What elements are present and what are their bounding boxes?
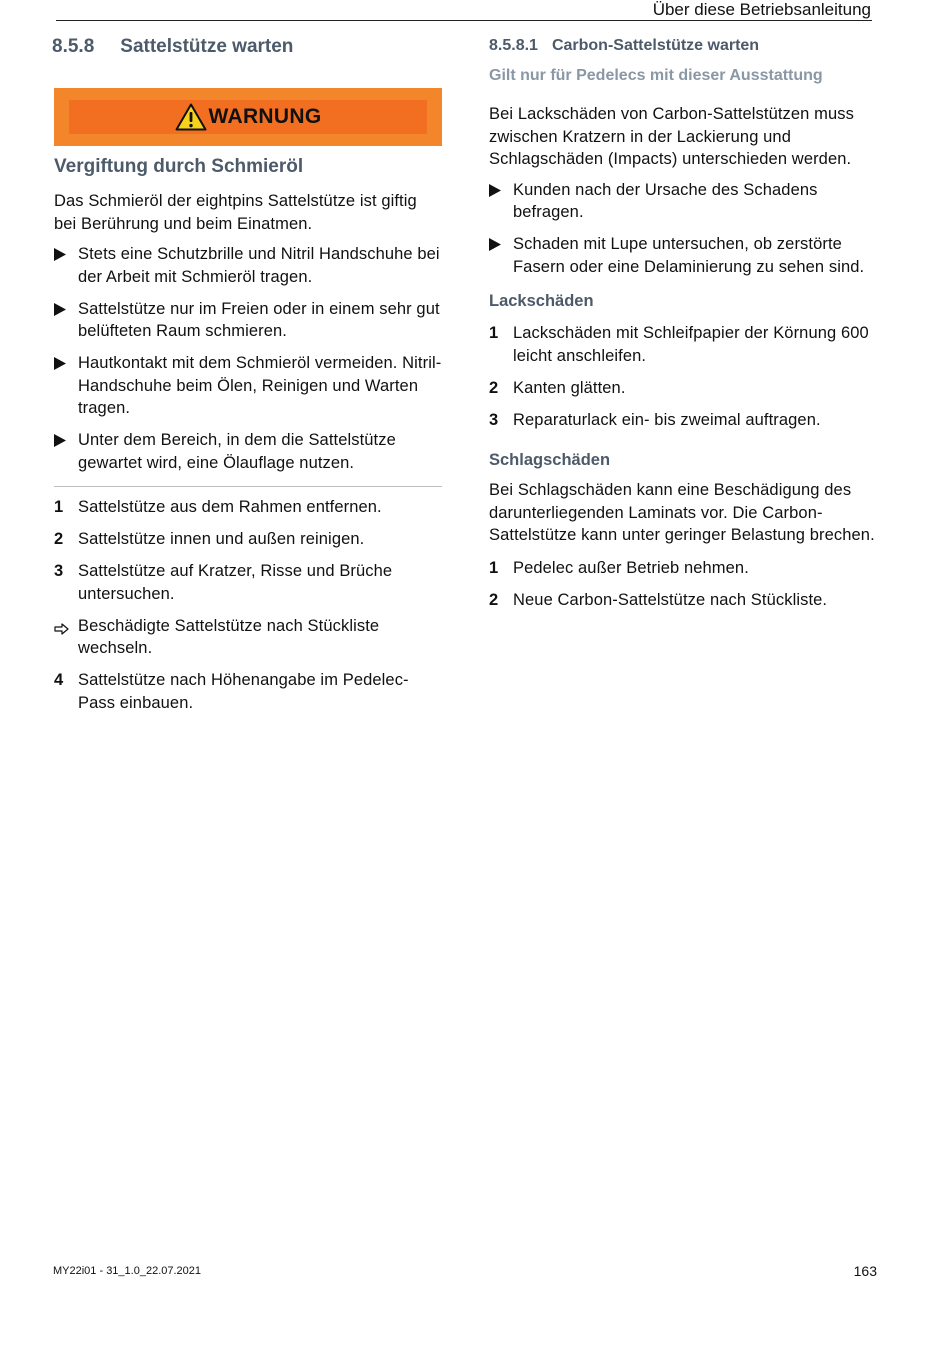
paint-damage-steps [489,322,881,431]
bullet-triangle-icon [489,233,513,278]
carbon-intro: Bei Lackschäden von Carbon-Sattelstützen muss zwischen Kratzern in der Lackierung und Schlagschäden (Impacts) unterschieden werden. [489,105,854,168]
header-rule [56,20,872,21]
applies-to-note: Gilt nur für Pedelecs mit dieser Ausstattung [489,67,823,84]
list-item [54,429,442,474]
right-column [489,30,881,621]
warning-triangle-icon [175,103,207,131]
warning-box [54,88,442,146]
step-text: Sattelstütze auf Kratzer, Risse und Brüche untersuchen. [78,562,393,603]
result-arrow-icon [54,615,78,660]
bullet-triangle-icon [54,298,78,343]
hazard-title: Vergiftung durch Schmieröl [54,156,304,177]
list-item [489,409,881,432]
list-item [489,179,881,224]
step-number: 4 [54,671,64,689]
inspection-bullets [489,179,881,279]
impact-intro: Bei Schlagschäden kann eine Beschädigung des darunterliegenden Laminats vor. Die Carbon-Sattelstütze kann unter geringer Belastung brechen. [489,481,875,544]
warning-banner [69,100,427,134]
bullet-text: Sattelstütze nur im Freien oder in einem sehr gut belüfteten Raum schmieren. [78,299,440,340]
step-text: Pedelec außer Betrieb nehmen. [513,558,749,577]
bullet-text: Unter dem Bereich, in dem die Sattelstütze gewartet wird, eine Ölauflage nutzen. [78,431,396,472]
section-title: Sattelstütze warten [120,36,294,57]
step-result-text: Beschädigte Sattelstütze nach Stückliste wechseln. [78,616,380,657]
subsection-title: Carbon-Sattelstütze warten [551,37,760,54]
bullet-text: Schaden mit Lupe untersuchen, ob zerstörte Fasern oder eine Delaminierung zu sehen sind. [513,235,865,276]
list-item [489,233,881,278]
bullet-triangle-icon [54,352,78,420]
step-text: Reparaturlack ein- bis zweimal auftragen. [513,410,821,429]
divider [54,486,442,487]
step-text: Sattelstütze innen und außen reinigen. [78,530,365,548]
list-item [54,298,442,343]
list-item [54,669,442,714]
section-heading [52,36,442,58]
impact-damage-steps [489,557,881,612]
step-text: Lackschäden mit Schleifpapier der Körnung 600 leicht anschleifen. [513,324,869,365]
warning-label: WARNUNG [208,105,322,128]
step-text: Sattelstütze aus dem Rahmen entfernen. [78,498,382,516]
list-item [54,496,442,519]
step-number: 1 [54,498,64,516]
list-item [54,560,442,605]
list-item [54,243,442,288]
bullet-text: Hautkontakt mit dem Schmieröl vermeiden. Nitril-Handschuhe beim Ölen, Reinigen und Warten tragen. [78,354,442,417]
list-item [54,352,442,420]
list-item [489,589,881,612]
left-column [54,30,442,724]
bullet-text: Stets eine Schutzbrille und Nitril Handschuhe bei der Arbeit mit Schmieröl tragen. [78,245,440,286]
bullet-text: Kunden nach der Ursache des Schadens befragen. [513,180,818,221]
list-item [489,377,881,400]
step-number: 3 [489,410,499,429]
list-item [489,557,881,580]
step-number: 2 [489,590,499,609]
impact-damage-heading: Schlagschäden [489,451,611,469]
subsection-number: 8.5.8.1 [489,37,538,54]
step-text: Sattelstütze nach Höhenangabe im Pedelec-Pass einbauen. [78,671,409,712]
step-number: 3 [54,562,64,580]
step-text: Kanten glätten. [513,378,626,397]
bullet-triangle-icon [489,179,513,224]
paint-damage-heading: Lackschäden [489,292,594,310]
bullet-triangle-icon [54,429,78,474]
maintenance-steps [54,496,442,714]
running-header: Über diese Betriebsanleitung [652,0,871,19]
list-item [54,528,442,551]
subsection-heading [489,37,881,55]
list-item [54,615,442,660]
step-number: 1 [489,558,499,577]
step-number: 2 [489,378,499,397]
step-number: 1 [489,324,499,342]
page-number: 163 [853,1263,877,1279]
section-number: 8.5.8 [52,36,95,57]
bullet-triangle-icon [54,243,78,288]
hazard-intro: Das Schmieröl der eightpins Sattelstütze ist giftig bei Berührung und beim Einatmen. [54,192,417,233]
safety-bullets [54,243,442,474]
footer-doc-id: MY22i01 - 31_1.0_22.07.2021 [53,1265,202,1277]
step-text: Neue Carbon-Sattelstütze nach Stückliste. [513,590,828,609]
step-number: 2 [54,530,64,548]
list-item [489,322,881,367]
